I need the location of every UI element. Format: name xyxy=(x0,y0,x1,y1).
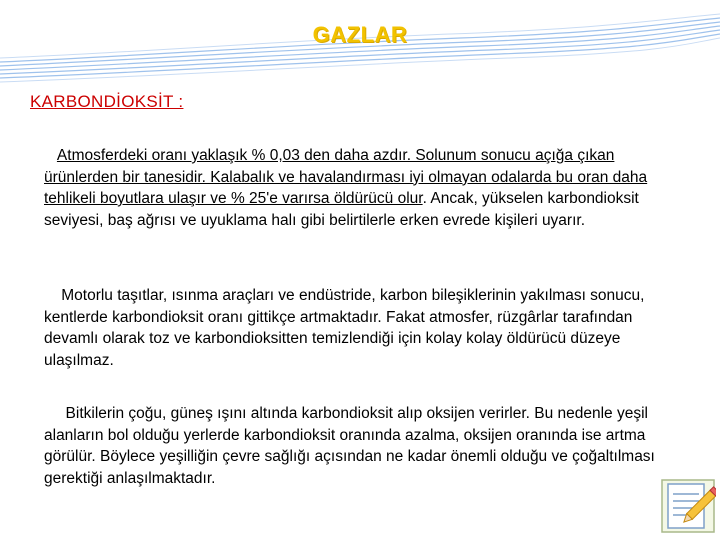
notepad-pencil-icon xyxy=(660,478,716,534)
paragraph-3 xyxy=(44,403,690,489)
slide-title: GAZLAR xyxy=(312,22,408,47)
section-heading: KARBONDİOKSİT : xyxy=(30,92,184,111)
paragraph-2 xyxy=(44,285,690,371)
paragraph-3-text: Bitkilerin çoğu, güneş ışını altında karbondioksit alıp oksijen verirler. Bu nedenle yeşil alanların bol olduğu yerlerde karbondioksit oranında azalma, oksijen oranında ise artma görülür. Böylece yeşilliğin çevre sağlığı açısından ne kadar önemli olduğu ve çoğaltılması gerektiği anlaşılmaktadır. xyxy=(44,405,655,487)
paragraph-2-text: Motorlu taşıtlar, ısınma araçları ve endüstride, karbon bileşiklerinin yakılması sonucu, kentlerde karbondioksit oranı gittikçe artmaktadır. Fakat atmosfer, rüzgârlar tarafından devamlı olarak toz ve karbondioksitten temizlendiği için kolay kolay öldürücü düzeye ulaşılmaz. xyxy=(44,287,645,369)
paragraph-1-text: . Ancak, yükselen karbondioksit seviyesi, baş ağrısı ve uyuklama halı gibi belirtilerle erken evrede kişileri uyarır. xyxy=(44,190,639,229)
paragraph-1-underlined-text: Atmosferdeki oranı yaklaşık % 0,03 den daha azdır. Solunum sonucu açığa çıkan ürünlerden bir tanesidir. Kalabalık ve havalandırması iyi olmayan odalarda bu oran daha tehlikeli boyutlara ulaşır ve % 25'e varırsa öldürücü olur xyxy=(44,147,648,207)
paragraph-1 xyxy=(44,145,690,231)
